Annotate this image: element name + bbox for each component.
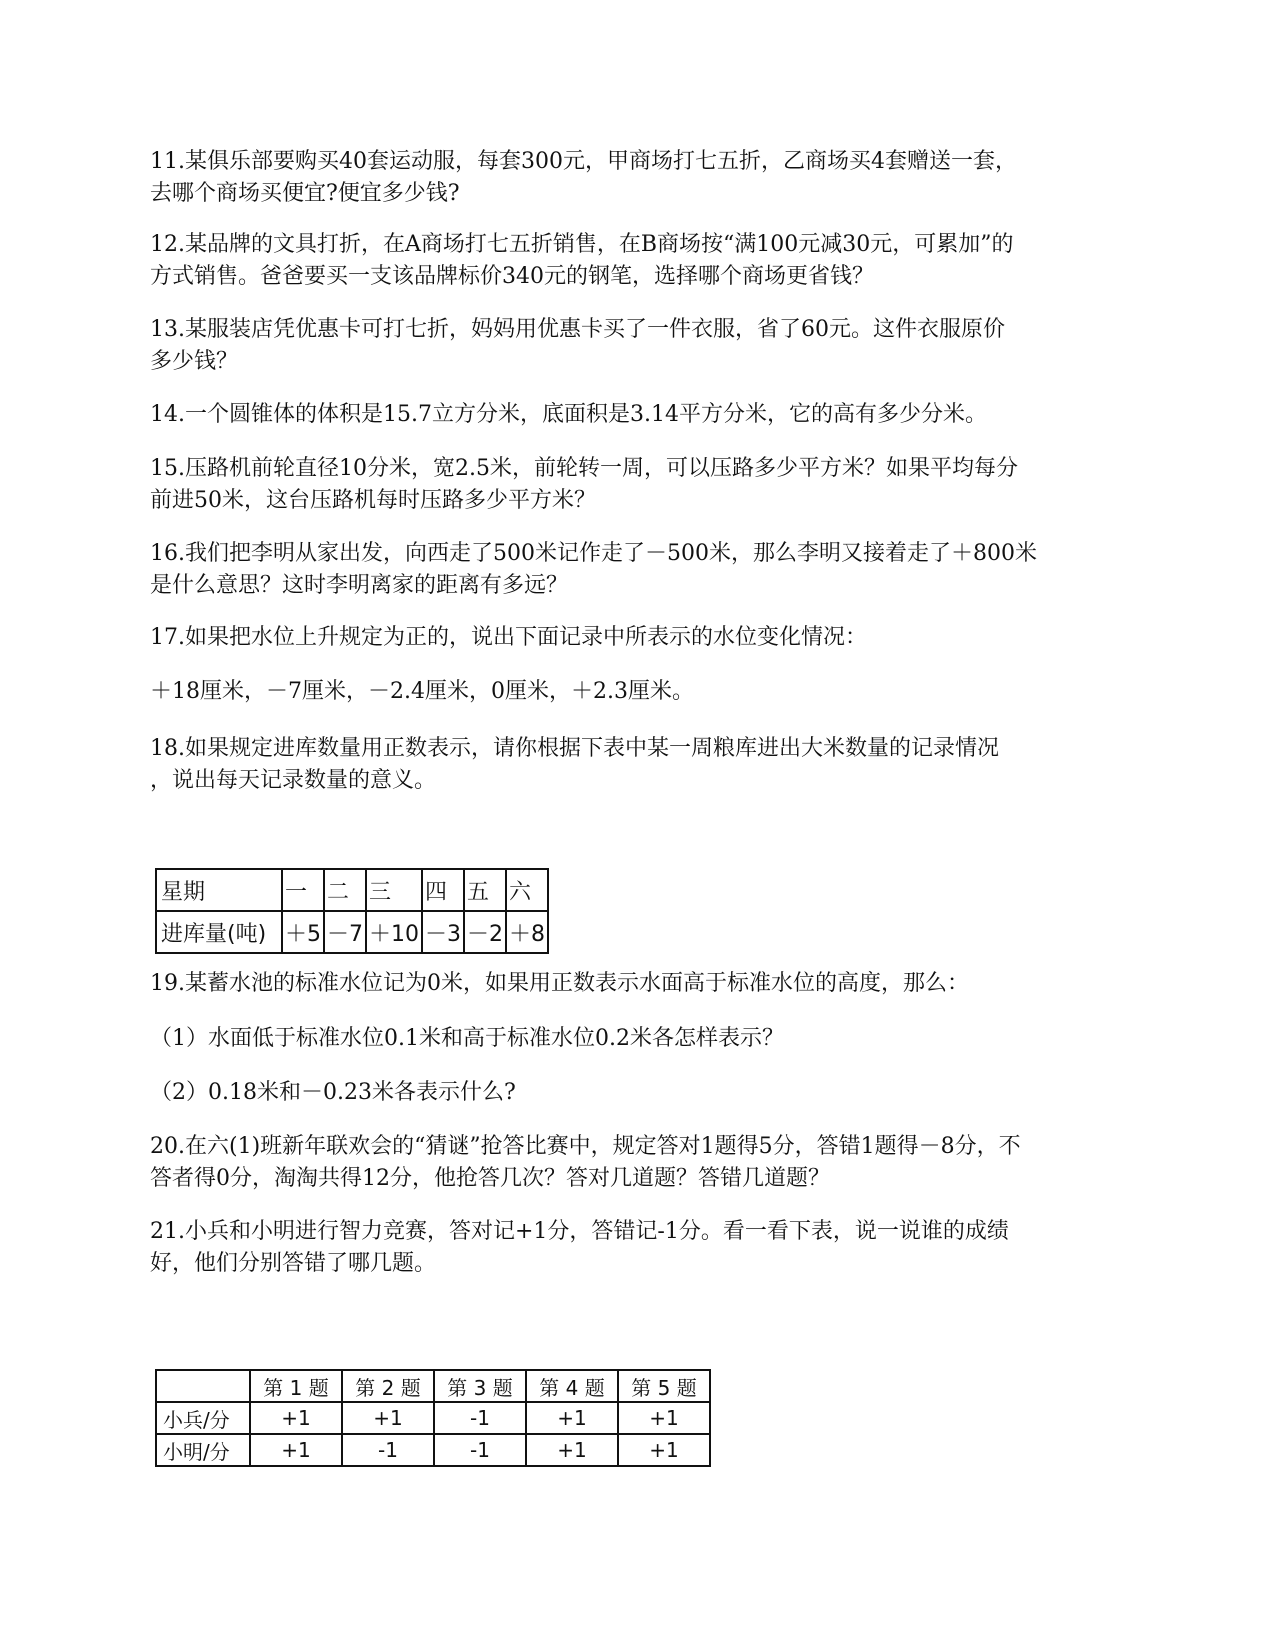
question-line: 前进50米，这台压路机每时压路多少平方米？ [150, 488, 596, 513]
table-cell: +1 [250, 1402, 342, 1434]
question-17 [150, 622, 1150, 654]
table-cell: 二 [324, 869, 366, 911]
table-cell: ＋5 [282, 911, 324, 953]
grain-record-table [155, 868, 549, 954]
question-line: 17.如果把水位上升规定为正的，说出下面记录中所表示的水位变化情况： [150, 625, 867, 650]
table-cell: 小明/分 [156, 1434, 250, 1466]
table-cell: 一 [282, 869, 324, 911]
table-cell: 进库量(吨) [156, 911, 282, 953]
question-line: （1）水面低于标准水位0.1米和高于标准水位0.2米各怎样表示？ [150, 1026, 784, 1051]
table-row [156, 869, 548, 911]
table-cell: -1 [434, 1434, 526, 1466]
table-cell: －7 [324, 911, 366, 953]
question-line: 20.在六(1)班新年联欢会的“猜谜”抢答比赛中，规定答对1题得5分，答错1题得－8分，不 [150, 1134, 1021, 1159]
table-cell: 第 5 题 [618, 1370, 710, 1402]
question-line: 答者得0分，淘淘共得12分，他抢答几次？答对几道题？答错几道题？ [150, 1166, 830, 1191]
table-cell: +1 [526, 1434, 618, 1466]
table-cell: －2 [464, 911, 506, 953]
question-19 [150, 968, 1150, 1000]
question-line: ＋18厘米，－7厘米，－2.4厘米，0厘米，＋2.3厘米。 [150, 679, 694, 704]
question-line: 方式销售。爸爸要买一支该品牌标价340元的钢笔，选择哪个商场更省钱？ [150, 264, 874, 289]
question-line: 19.某蓄水池的标准水位记为0米，如果用正数表示水面高于标准水位的高度，那么： [150, 971, 969, 996]
table-cell: 第 2 题 [342, 1370, 434, 1402]
table-cell: 第 3 题 [434, 1370, 526, 1402]
question-line: （2）0.18米和－0.23米各表示什么? [150, 1080, 516, 1105]
question-18 [150, 733, 1150, 797]
question-20 [150, 1131, 1150, 1195]
question-12 [150, 229, 1150, 293]
table-cell: 五 [464, 869, 506, 911]
question-16 [150, 538, 1150, 602]
question-19-part-1 [150, 1023, 1150, 1055]
question-line: 是什么意思？这时李明离家的距离有多远？ [150, 573, 569, 598]
question-17-values [150, 676, 1150, 708]
question-19-part-2 [150, 1077, 1150, 1109]
table-cell: 第 1 题 [250, 1370, 342, 1402]
question-21 [150, 1216, 1150, 1280]
table-cell: 小兵/分 [156, 1402, 250, 1434]
question-line: 去哪个商场买便宜?便宜多少钱? [150, 181, 460, 206]
table-cell: ＋10 [366, 911, 422, 953]
question-line: ，说出每天记录数量的意义。 [150, 768, 437, 793]
table-cell: 星期 [156, 869, 282, 911]
question-15 [150, 453, 1150, 517]
table-cell: +1 [618, 1402, 710, 1434]
table-cell: ＋8 [506, 911, 548, 953]
table-row [156, 1402, 710, 1434]
table-cell: －3 [422, 911, 464, 953]
question-11 [150, 146, 1150, 210]
table-cell: -1 [434, 1402, 526, 1434]
question-line: 16.我们把李明从家出发，向西走了500米记作走了－500米，那么李明又接着走了＋800米 [150, 541, 1037, 566]
question-14 [150, 399, 1150, 431]
table-cell: +1 [526, 1402, 618, 1434]
question-line: 好，他们分别答错了哪几题。 [150, 1251, 437, 1276]
table-cell: 六 [506, 869, 548, 911]
table-cell: 四 [422, 869, 464, 911]
question-13 [150, 314, 1150, 378]
table-cell: +1 [618, 1434, 710, 1466]
table-cell: +1 [342, 1402, 434, 1434]
question-line: 11.某俱乐部要购买40套运动服，每套300元，甲商场打七五折，乙商场买4套赠送一套， [150, 149, 1017, 174]
table-cell: +1 [250, 1434, 342, 1466]
table-cell: 第 4 题 [526, 1370, 618, 1402]
table-row [156, 1370, 710, 1402]
question-line: 多少钱？ [150, 349, 239, 374]
table-cell: -1 [342, 1434, 434, 1466]
table-row [156, 1434, 710, 1466]
table-cell: 三 [366, 869, 422, 911]
table-row [156, 911, 548, 953]
question-line: 14.一个圆锥体的体积是15.7立方分米，底面积是3.14平方分米，它的高有多少分米。 [150, 402, 987, 427]
question-line: 18.如果规定进库数量用正数表示，请你根据下表中某一周粮库进出大米数量的记录情况 [150, 736, 999, 761]
table-cell [156, 1370, 250, 1402]
question-line: 21.小兵和小明进行智力竞赛，答对记+1分，答错记-1分。看一看下表，说一说谁的成绩 [150, 1219, 1009, 1244]
quiz-score-table [155, 1369, 711, 1467]
question-line: 15.压路机前轮直径10分米，宽2.5米，前轮转一周，可以压路多少平方米？如果平均每分 [150, 456, 1018, 481]
question-line: 13.某服装店凭优惠卡可打七折，妈妈用优惠卡买了一件衣服，省了60元。这件衣服原价 [150, 317, 1005, 342]
question-line: 12.某品牌的文具打折，在A商场打七五折销售，在B商场按“满100元减30元，可累加”的 [150, 232, 1014, 257]
